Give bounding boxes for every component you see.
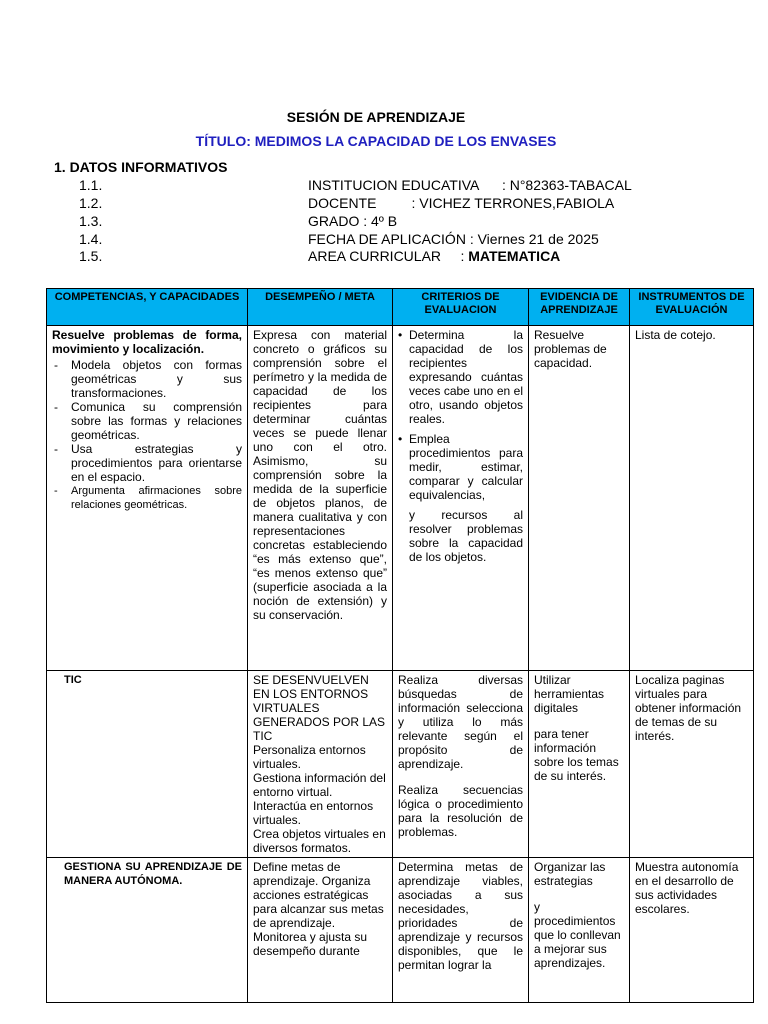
list-item: Crea objetos virtuales en diversos formatos. bbox=[253, 827, 386, 855]
info-number: 1.1. bbox=[79, 177, 103, 193]
cell-instrumento: Lista de cotejo. bbox=[630, 326, 754, 671]
cell-instrumento: Localiza paginas virtuales para obtener información de temas de su interés. bbox=[630, 671, 754, 858]
cell-desempeno: Expresa con material concreto o gráficos su comprensión sobre el perímetro y la medida de capacidad de los recipientes para determinar cuántas veces se puede llenar uno con el otro. Asimismo, su comprensión sobre la medida de la superficie de objetos planos, de manera cualitativa y con representaciones concretas estableciendo “es más extenso que”, “es menos extenso que” (superficie asociada a la noción de extensión) y su conservación. bbox=[248, 326, 393, 671]
cell-instrumento: Muestra autonomía en el desarrollo de sus actividades escolares. bbox=[630, 858, 754, 1003]
criterio-text: Realiza secuencias lógica o procedimiento para la resolución de problemas. bbox=[398, 783, 523, 839]
list-item: Personaliza entornos virtuales. bbox=[253, 743, 366, 771]
cell-criterios bbox=[393, 326, 529, 671]
page-title: SESIÓN DE APRENDIZAJE bbox=[286, 109, 466, 125]
list-item: • Emplea procedimientos para medir, estimar, comparar y calcular equivalencias, bbox=[398, 432, 523, 502]
evidencia-text: Organizar las estrategias bbox=[534, 860, 606, 888]
session-subtitle: TÍTULO: MEDIMOS LA CAPACIDAD DE LOS ENVASES bbox=[195, 133, 557, 149]
header-instrumentos: INSTRUMENTOS DE EVALUACIÓN bbox=[630, 289, 754, 326]
info-text: AREA CURRICULAR : MATEMATICA bbox=[308, 248, 561, 264]
list-item: Interactúa en entornos virtuales. bbox=[253, 799, 374, 827]
info-number: 1.5. bbox=[79, 248, 103, 264]
list-item: - Modela objetos con formas geométricas y sus transformaciones. bbox=[52, 358, 242, 400]
list-item: - Argumenta afirmaciones sobre relaciones geométricas. bbox=[52, 484, 242, 512]
list-item: Gestiona información del entorno virtual. bbox=[253, 771, 386, 799]
cell-competencia bbox=[47, 326, 248, 671]
cell-desempeno: Define metas de aprendizaje. Organiza acciones estratégicas para alcanzar sus metas de aprendizaje. Monitorea y ajusta su desempeño durante bbox=[248, 858, 393, 1003]
criterio-text: Realiza diversas búsquedas de información selecciona y utiliza lo más relevante según el propósito de aprendizaje. bbox=[398, 673, 523, 771]
info-number: 1.3. bbox=[79, 213, 103, 229]
cell-competencia bbox=[47, 858, 248, 1003]
evidencia-text: y procedimientos que lo conllevan a mejorar sus aprendizajes. bbox=[534, 900, 621, 970]
competencia-title: GESTIONA SU APRENDIZAJE DE MANERA AUTÓNOMA. bbox=[64, 861, 242, 887]
info-text: DOCENTE : VICHEZ TERRONES,FABIOLA bbox=[308, 195, 615, 211]
cell-criterios bbox=[393, 671, 529, 858]
criterios-list bbox=[398, 328, 523, 502]
competencia-title: Resuelve problemas de forma, movimiento y localización. bbox=[52, 328, 242, 356]
evidencia-text: Utilizar herramientas digitales bbox=[534, 673, 605, 715]
competencia-title: TIC bbox=[64, 674, 82, 686]
table-row bbox=[47, 671, 754, 858]
header-desempeno: DESEMPEÑO / META bbox=[248, 289, 393, 326]
cell-desempeno bbox=[248, 671, 393, 858]
info-text: GRADO : 4º B bbox=[308, 213, 398, 229]
session-table bbox=[46, 288, 754, 1003]
desempeno-title: SE DESENVUELVEN EN LOS ENTORNOS VIRTUALES GENERADOS POR LAS TIC bbox=[253, 673, 386, 743]
table-row bbox=[47, 858, 754, 1003]
info-text: INSTITUCION EDUCATIVA : N°82363-TABACAL bbox=[308, 177, 632, 193]
cell-criterios: Determina metas de aprendizaje viables, asociadas a sus necesidades, prioridades de aprendizaje y recursos disponibles, que le permitan lograr la bbox=[393, 858, 529, 1003]
list-item: - Comunica su comprensión sobre las formas y relaciones geométricas. bbox=[52, 400, 242, 442]
evidencia-text: para tener información sobre los temas de su interés. bbox=[534, 727, 619, 783]
header-criterios: CRITERIOS DE EVALUACION bbox=[393, 289, 529, 326]
header-competencias: COMPETENCIAS, Y CAPACIDADES bbox=[47, 289, 248, 326]
table-row bbox=[47, 326, 754, 671]
list-item: • Determina la capacidad de los recipientes expresando cuántas veces cabe uno en el otro, usando objetos reales. bbox=[398, 328, 523, 426]
info-text: FECHA DE APLICACIÓN : Viernes 21 de 2025 bbox=[308, 231, 599, 247]
table-header-row bbox=[47, 289, 754, 326]
info-number: 1.2. bbox=[79, 195, 103, 211]
section-heading: 1. DATOS INFORMATIVOS bbox=[54, 159, 228, 175]
cell-evidencia: Resuelve problemas de capacidad. bbox=[529, 326, 630, 671]
header-evidencia: EVIDENCIA DE APRENDIZAJE bbox=[529, 289, 630, 326]
criterios-extra: y recursos al resolver problemas sobre la capacidad de los objetos. bbox=[409, 508, 523, 564]
info-number: 1.4. bbox=[79, 231, 103, 247]
capacidades-list bbox=[52, 358, 242, 512]
cell-evidencia bbox=[529, 671, 630, 858]
list-item: - Usa estrategias y procedimientos para orientarse en el espacio. bbox=[52, 442, 242, 484]
cell-evidencia bbox=[529, 858, 630, 1003]
cell-competencia bbox=[47, 671, 248, 858]
